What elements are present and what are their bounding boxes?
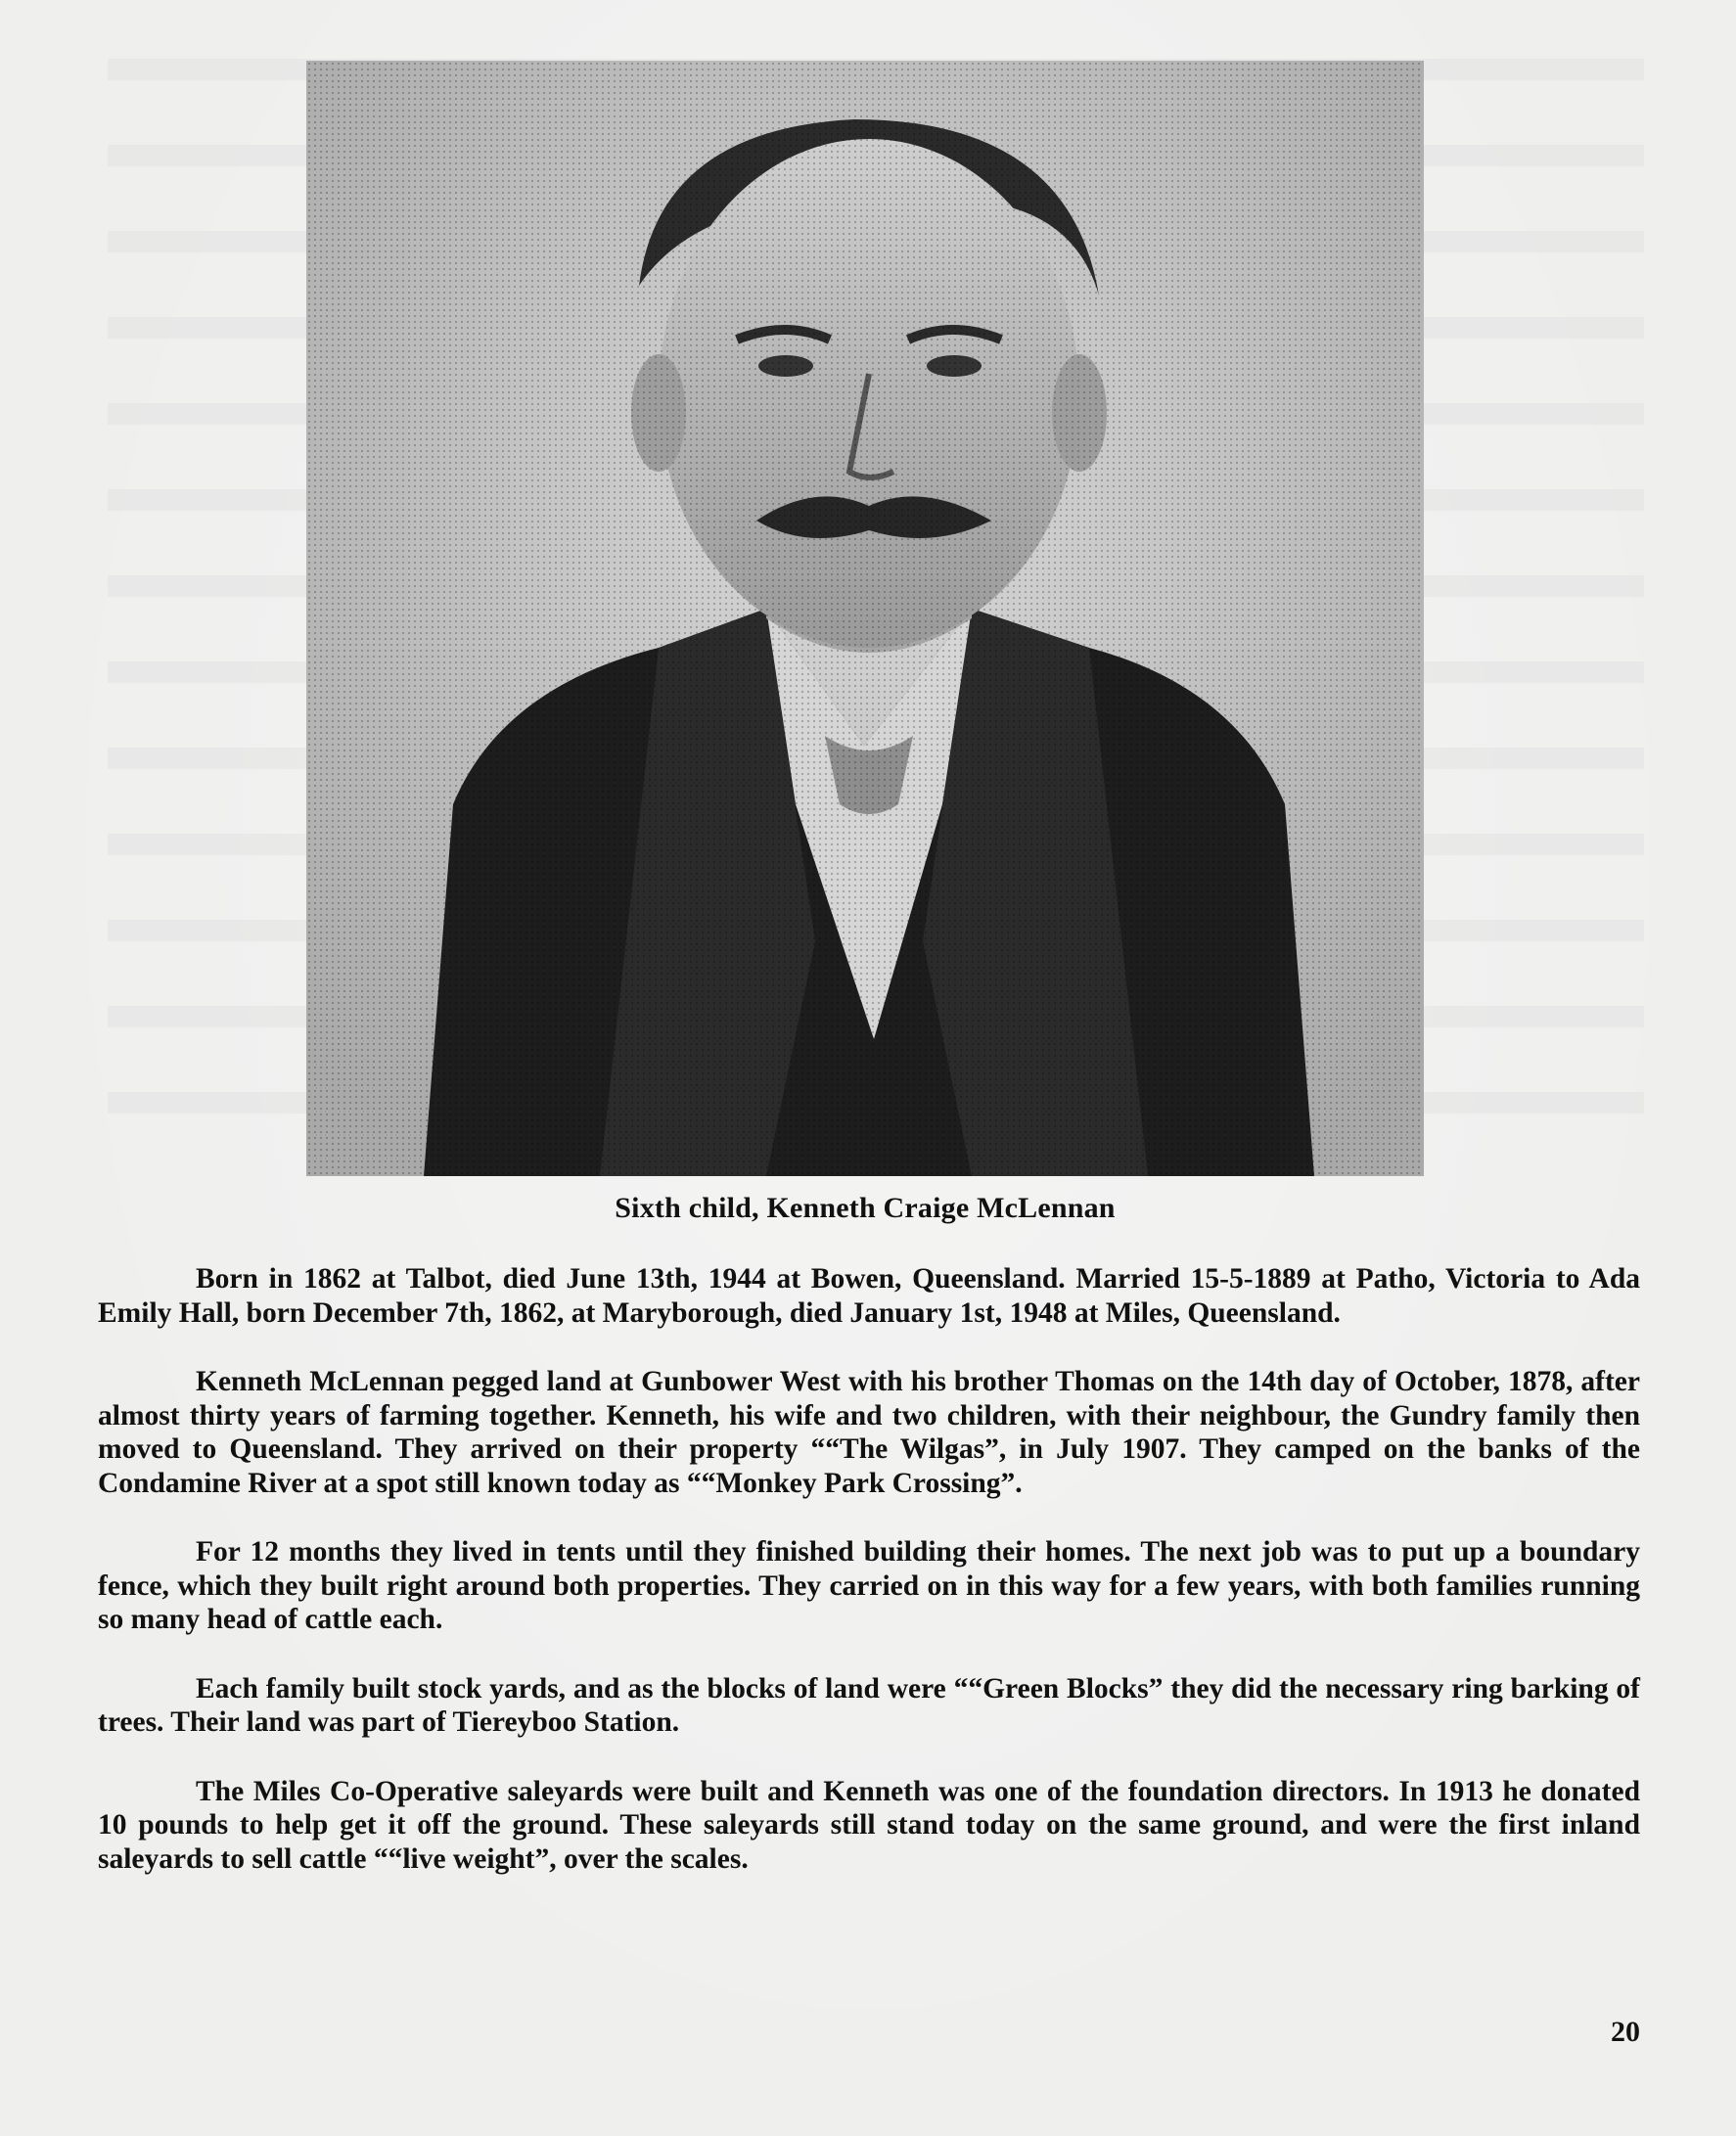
- paragraph-saleyards: The Miles Co-Operative saleyards were built and Kenneth was one of the foundation directors. In 1913 he donated 10 pounds to help get it off the ground. These saleyards still stand today on the same ground, and were the first inland saleyards to sell cattle ““live weight”, over the scales.: [98, 1775, 1640, 1875]
- page-number: 20: [1611, 2016, 1640, 2048]
- paragraph-stock-yards: Each family built stock yards, and as the blocks of land were ““Green Blocks” they did the necessary ring barking of trees. Their land was part of Tiereyboo Station.: [98, 1672, 1640, 1738]
- article-body: [98, 1262, 1640, 1911]
- paragraph-birth-marriage: Born in 1862 at Talbot, died June 13th, 1944 at Bowen, Queensland. Married 15-5-1889 at Patho, Victoria to Ada Emily Hall, born December 7th, 1862, at Maryborough, died January 1st, 1948 at Miles, Queensland.: [98, 1263, 1640, 1329]
- paragraph-tents-and-fence: For 12 months they lived in tents until they finished building their homes. The next job was to put up a boundary fence, which they built right around both properties. They carried on in this way for a few years, with both families running so many head of cattle each.: [98, 1536, 1640, 1635]
- portrait-photograph: [306, 61, 1424, 1176]
- photo-caption: Sixth child, Kenneth Craige McLennan: [615, 1192, 1116, 1224]
- portrait-illustration: [306, 61, 1424, 1176]
- paragraph-move-to-queensland: Kenneth McLennan pegged land at Gunbower West with his brother Thomas on the 14th day of October, 1878, after almost thirty years of farming together. Kenneth, his wife and two children, with their neighbour, the Gundry family then moved to Queensland. They arrived on their property ““The Wilgas”, in July 1907. They camped on the banks of the Condamine River at a spot still known today as ““Monkey Park Crossing”.: [98, 1366, 1640, 1499]
